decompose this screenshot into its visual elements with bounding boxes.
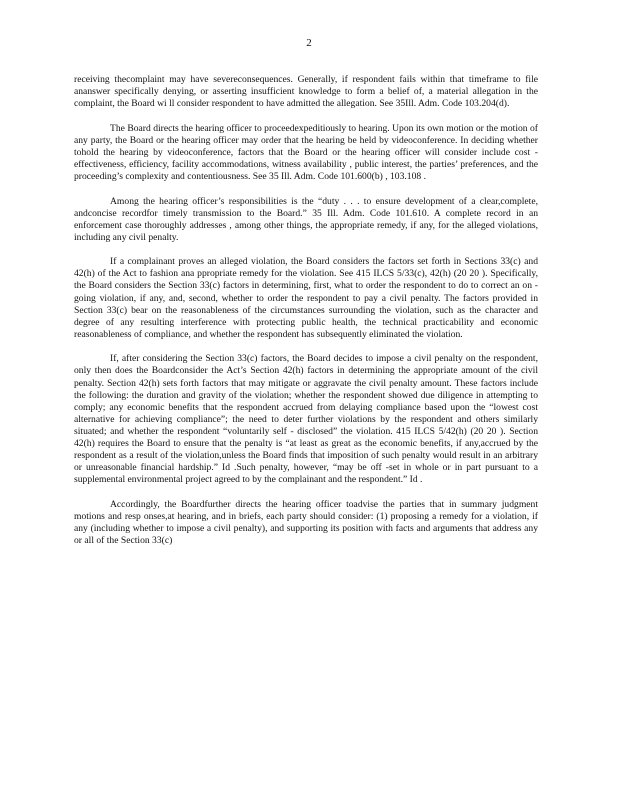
paragraph-remedy-instructions: Accordingly, the Boardfurther directs the hearing officer toadvise the parties that in summary judgment motions and resp onses,at hearing, and in briefs, each party should consider: (1) proposing a remedy for a violation, if any (including whether to impose a civil penalty), and supporting its position with facts and arguments that address any or all of the Section 33(c) [74, 498, 538, 547]
body-text [74, 74, 538, 547]
paragraph-answer-deadline: receiving thecomplaint may have severeconsequences. Generally, if respondent fails within that timeframe to file ananswer specifically denying, or asserting insufficient knowledge to form a belief of, a material allegation in the complaint, the Board wi ll consider respondent to have admitted the allegation. See 35Ill. Adm. Code 103.204(d). [74, 74, 538, 110]
paragraph-section-42h-factors: If, after considering the Section 33(c) factors, the Board decides to impose a civil penalty on the respondent, only then does the Boardconsider the Act’s Section 42(h) factors in determining the appropriate amount of the civil penalty. Section 42(h) sets forth factors that may mitigate or aggravate the civil penalty amount. These factors include the following: the duration and gravity of the violation; whether the respondent showed due diligence in attempting to comply; any economic benefits that the respondent accrued from delaying compliance based upon the “lowest cost alternative for achieving compliance”; the need to deter further violations by the respondent and others similarly situated; and whether the respondent “voluntarily self - disclosed” the violation. 415 ILCS 5/42(h) (20 20 ). Section 42(h) requires the Board to ensure that the penalty is “at least as great as the economic benefits, if any,accrued by the respondent as a result of the violation,unless the Board finds that imposition of such penalty would result in an arbitrary or unreasonable financial hardship.” Id .Such penalty, however, “may be off -set in whole or in part pursuant to a supplemental environmental project agreed to by the complainant and the respondent.” Id . [74, 353, 538, 486]
page-number: 2 [306, 37, 312, 49]
paragraph-section-33c-factors: If a complainant proves an alleged violation, the Board considers the factors set forth in Sections 33(c) and 42(h) of the Act to fashion ana ppropriate remedy for the violation. See 415 ILCS 5/33(c), 42(h) (20 20 ). Specifically, the Board considers the Section 33(c) factors in determining, first, what to order the respondent to do to correct an on -going violation, if any, and, second, whether to order the respondent to pay a civil penalty. The factors provided in Section 33(c) bear on the reasonableness of the circumstances surrounding the violation, such as the character and degree of any resulting interference with protecting public health, the technical practicability and economic reasonableness of compliance, and whether the respondent has subsequently eliminated the violation. [74, 256, 538, 340]
paragraph-hearing-officer-duty: Among the hearing officer’s responsibilities is the “duty . . . to ensure development of a clear,complete, andconcise recordfor timely transmission to the Board.” 35 Ill. Adm. Code 101.610. A complete record in an enforcement case thoroughly addresses , among other things, the appropriate remedy, if any, for the alleged violations, including any civil penalty. [74, 195, 538, 243]
paragraph-videoconference: The Board directs the hearing officer to proceedexpeditiously to hearing. Upon its own motion or the motion of any party, the Board or the hearing officer may order that the hearing be held by videoconference. In deciding whether tohold the hearing by videoconference, factors that the Board or the hearing officer will consider include cost -effectiveness, efficiency, facility accommodations, witness availability , public interest, the parties’ preferences, and the proceeding’s complexity and contentiousness. See 35 Ill. Adm. Code 101.600(b) , 103.108 . [74, 122, 538, 183]
